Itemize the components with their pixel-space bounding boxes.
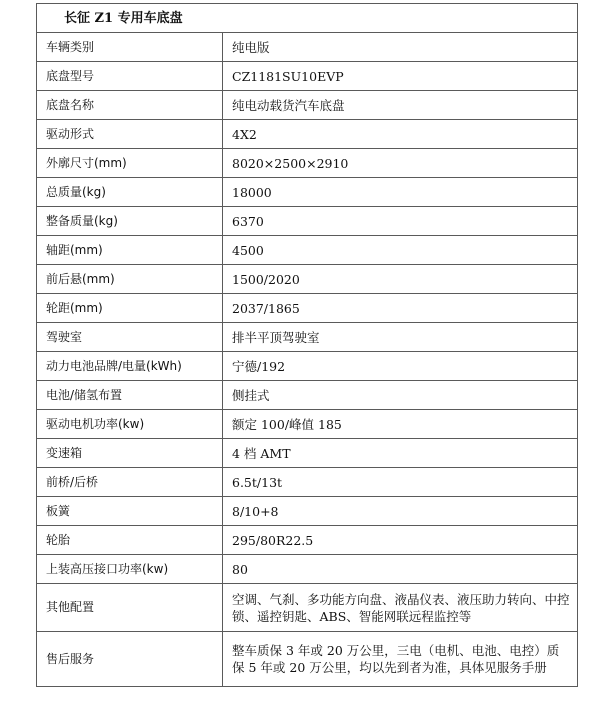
table-row (37, 207, 578, 236)
table-row (37, 526, 578, 555)
row-label: 板簧 (37, 497, 223, 526)
row-value: 4 档 AMT (223, 439, 578, 468)
row-value: 6.5t/13t (223, 468, 578, 497)
table-row (37, 120, 578, 149)
row-value: 整车质保 3 年或 20 万公里，三电（电机、电池、电控）质保 5 年或 20 万公里，均以先到者为准，具体见服务手册 (223, 632, 578, 687)
row-value: 18000 (223, 178, 578, 207)
row-value: 排半平顶驾驶室 (223, 323, 578, 352)
row-label: 驾驶室 (37, 323, 223, 352)
table-row (37, 178, 578, 207)
table-row (37, 33, 578, 62)
row-label: 前桥/后桥 (37, 468, 223, 497)
row-value: 纯电版 (223, 33, 578, 62)
table-row (37, 468, 578, 497)
table-row (37, 632, 578, 687)
table-row (37, 497, 578, 526)
row-value: CZ1181SU10EVP (223, 62, 578, 91)
row-value: 4500 (223, 236, 578, 265)
row-label: 外廓尺寸(mm) (37, 149, 223, 178)
row-value: 2037/1865 (223, 294, 578, 323)
row-label: 其他配置 (37, 584, 223, 632)
row-label: 轮距(mm) (37, 294, 223, 323)
table-row (37, 265, 578, 294)
table-row (37, 584, 578, 632)
table-row (37, 91, 578, 120)
row-label: 驱动形式 (37, 120, 223, 149)
row-label: 总质量(kg) (37, 178, 223, 207)
row-value: 空调、气刹、多功能方向盘、液晶仪表、液压助力转向、中控锁、遥控钥匙、ABS、智能网联远程监控等 (223, 584, 578, 632)
row-label: 售后服务 (37, 632, 223, 687)
title-row (37, 4, 578, 33)
table-row (37, 62, 578, 91)
row-label: 底盘型号 (37, 62, 223, 91)
row-label: 上装高压接口功率(kw) (37, 555, 223, 584)
row-value: 295/80R22.5 (223, 526, 578, 555)
row-value: 8/10+8 (223, 497, 578, 526)
table-row (37, 410, 578, 439)
table-row (37, 352, 578, 381)
row-value: 6370 (223, 207, 578, 236)
row-value: 宁德/192 (223, 352, 578, 381)
table-row (37, 381, 578, 410)
row-label: 轮胎 (37, 526, 223, 555)
row-value: 8020×2500×2910 (223, 149, 578, 178)
spec-table (36, 3, 578, 687)
table-row (37, 149, 578, 178)
row-label: 整备质量(kg) (37, 207, 223, 236)
table-row (37, 236, 578, 265)
row-label: 驱动电机功率(kw) (37, 410, 223, 439)
row-label: 车辆类别 (37, 33, 223, 62)
row-label: 变速箱 (37, 439, 223, 468)
row-label: 底盘名称 (37, 91, 223, 120)
row-value: 侧挂式 (223, 381, 578, 410)
row-value: 80 (223, 555, 578, 584)
table-row (37, 323, 578, 352)
table-row (37, 439, 578, 468)
row-value: 4X2 (223, 120, 578, 149)
row-label: 前后悬(mm) (37, 265, 223, 294)
table-title: 长征 Z1 专用车底盘 (37, 4, 578, 33)
table-row (37, 555, 578, 584)
row-value: 纯电动载货汽车底盘 (223, 91, 578, 120)
row-label: 轴距(mm) (37, 236, 223, 265)
row-value: 额定 100/峰值 185 (223, 410, 578, 439)
row-value: 1500/2020 (223, 265, 578, 294)
row-label: 动力电池品牌/电量(kWh) (37, 352, 223, 381)
row-label: 电池/储氢布置 (37, 381, 223, 410)
table-row (37, 294, 578, 323)
